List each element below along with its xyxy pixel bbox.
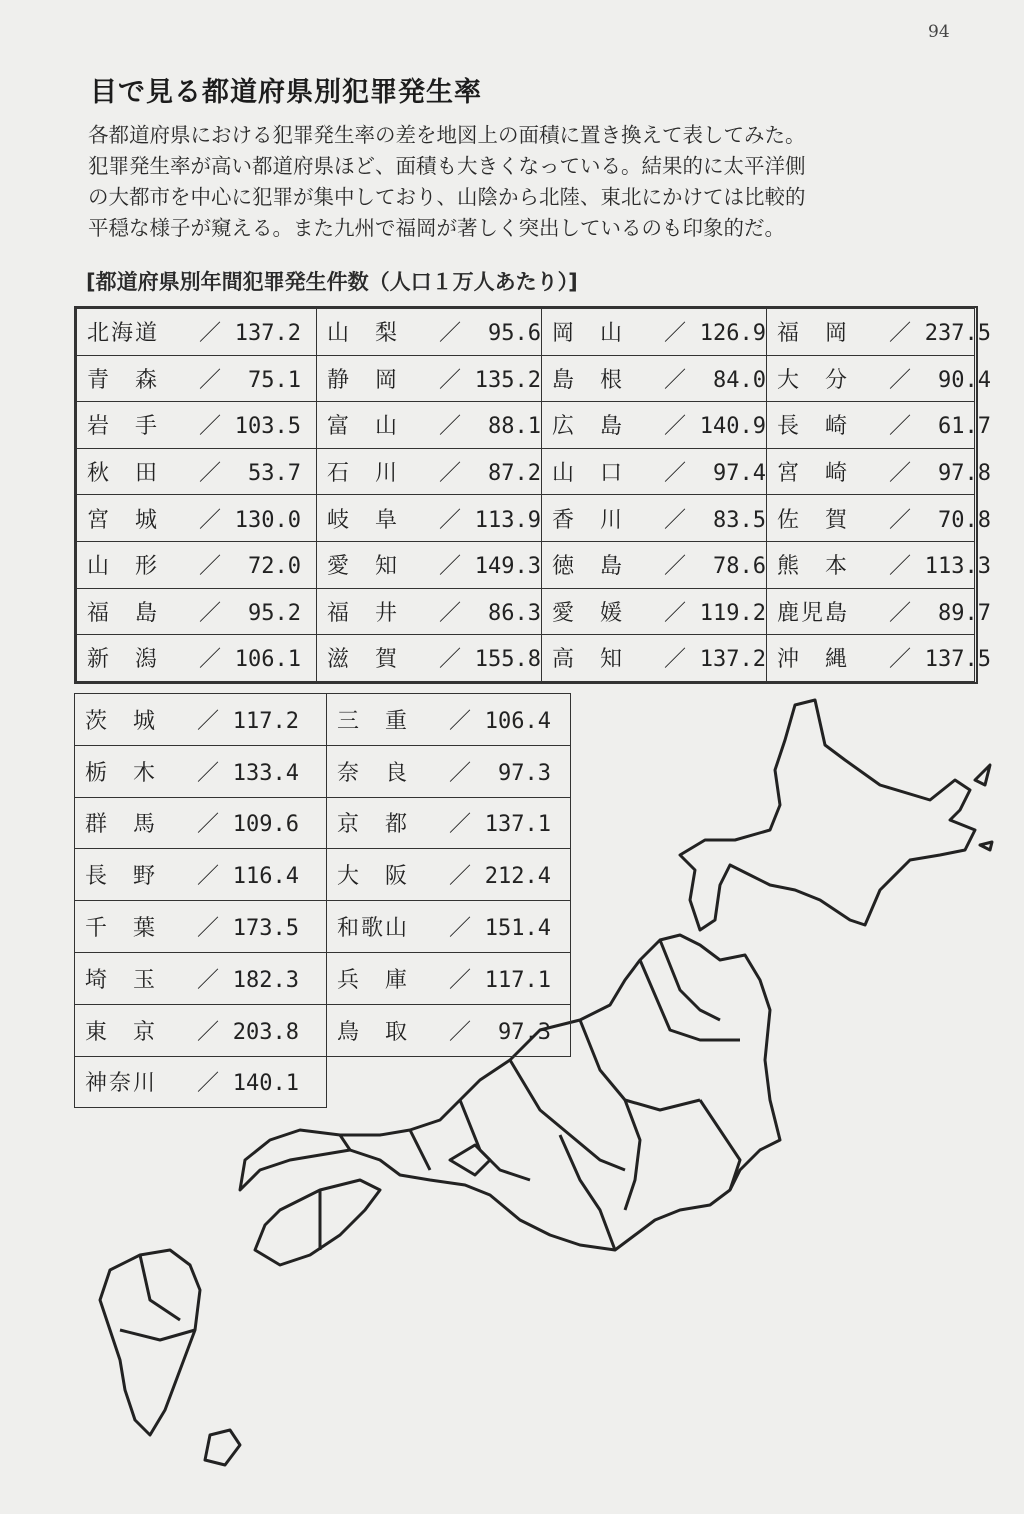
crime-rate-value: 106.4 bbox=[484, 708, 551, 734]
crime-rate-value: 70.8 bbox=[938, 507, 991, 533]
prefecture-name: 滋 賀 bbox=[327, 647, 400, 673]
separator: ／ bbox=[664, 461, 687, 487]
separator: ／ bbox=[449, 864, 472, 890]
prefecture-cell bbox=[767, 588, 991, 635]
prefecture-name: 青 森 bbox=[87, 367, 160, 393]
map-region bbox=[700, 1100, 740, 1190]
prefecture-cell bbox=[75, 797, 327, 849]
map-region bbox=[680, 700, 975, 930]
separator: ／ bbox=[664, 507, 687, 533]
prefecture-cell bbox=[75, 694, 327, 746]
prefecture-name: 長 崎 bbox=[777, 414, 850, 440]
prefecture-name: 岐 阜 bbox=[327, 507, 400, 533]
prefecture-name: 徳 島 bbox=[552, 554, 625, 580]
prefecture-name: 茨 城 bbox=[85, 708, 158, 734]
table-row bbox=[77, 402, 975, 449]
prefecture-cell bbox=[542, 541, 767, 588]
intro-line: 各都道府県における犯罪発生率の差を地図上の面積に置き換えて表してみた。 bbox=[88, 123, 806, 147]
table-row bbox=[75, 694, 571, 746]
prefecture-cell bbox=[77, 448, 317, 495]
prefecture-name: 神奈川 bbox=[85, 1071, 158, 1097]
prefecture-cell bbox=[767, 495, 991, 542]
crime-rate-value: 109.6 bbox=[232, 812, 299, 838]
crime-rate-value: 135.2 bbox=[474, 367, 541, 393]
crime-rate-value: 140.1 bbox=[232, 1071, 299, 1097]
separator: ／ bbox=[449, 708, 472, 734]
separator: ／ bbox=[197, 708, 220, 734]
crime-rate-value: 83.5 bbox=[713, 507, 766, 533]
crime-rate-value: 89.7 bbox=[938, 600, 991, 626]
map-region bbox=[205, 1430, 240, 1465]
separator: ／ bbox=[197, 812, 220, 838]
separator: ／ bbox=[199, 647, 222, 673]
crime-rate-value: 72.0 bbox=[248, 554, 301, 580]
prefecture-name: 福 岡 bbox=[777, 321, 850, 347]
crime-rate-value: 173.5 bbox=[232, 916, 299, 942]
prefecture-name: 福 井 bbox=[327, 600, 400, 626]
separator: ／ bbox=[199, 600, 222, 626]
separator: ／ bbox=[889, 554, 912, 580]
separator: ／ bbox=[664, 414, 687, 440]
crime-rate-value: 90.4 bbox=[938, 367, 991, 393]
table-row bbox=[75, 952, 571, 1004]
crime-rate-value: 133.4 bbox=[232, 760, 299, 786]
prefecture-cell bbox=[317, 309, 542, 356]
prefecture-name: 山 形 bbox=[87, 554, 160, 580]
table-row bbox=[77, 448, 975, 495]
prefecture-name: 宮 崎 bbox=[777, 461, 850, 487]
prefecture-name: 京 都 bbox=[337, 812, 410, 838]
table-row bbox=[77, 635, 975, 682]
separator: ／ bbox=[197, 1071, 220, 1097]
prefecture-cell bbox=[542, 309, 767, 356]
prefecture-cell bbox=[317, 355, 542, 402]
table-row bbox=[75, 901, 571, 953]
separator: ／ bbox=[889, 600, 912, 626]
crime-rate-value: 212.4 bbox=[484, 864, 551, 890]
crime-rate-value: 149.3 bbox=[474, 554, 541, 580]
prefecture-cell bbox=[542, 588, 767, 635]
separator: ／ bbox=[197, 967, 220, 993]
intro-line: 犯罪発生率が高い都道府県ほど、面積も大きくなっている。結果的に太平洋側 bbox=[88, 154, 806, 178]
separator: ／ bbox=[197, 1019, 220, 1045]
prefecture-cell bbox=[542, 495, 767, 542]
prefecture-name: 大 分 bbox=[777, 367, 850, 393]
map-region bbox=[340, 1135, 350, 1150]
map-region bbox=[560, 1135, 615, 1250]
crime-rate-value: 155.8 bbox=[474, 647, 541, 673]
table-row bbox=[75, 745, 571, 797]
prefecture-cell bbox=[327, 694, 571, 746]
prefecture-cell bbox=[327, 849, 571, 901]
prefecture-name: 山 口 bbox=[552, 461, 625, 487]
prefecture-name: 群 馬 bbox=[85, 812, 158, 838]
separator: ／ bbox=[664, 647, 687, 673]
crime-rate-value: 103.5 bbox=[234, 414, 301, 440]
prefecture-cell bbox=[327, 952, 571, 1004]
empty-cell bbox=[327, 1056, 571, 1108]
crime-rate-value: 113.9 bbox=[474, 507, 541, 533]
crime-rate-value: 97.4 bbox=[713, 461, 766, 487]
map-region bbox=[625, 1100, 640, 1210]
crime-rate-value: 126.9 bbox=[699, 321, 766, 347]
crime-rate-value: 117.2 bbox=[232, 708, 299, 734]
crime-rate-value: 106.1 bbox=[234, 647, 301, 673]
map-region bbox=[100, 1250, 200, 1435]
separator: ／ bbox=[439, 367, 462, 393]
table-caption: [都道府県別年間犯罪発生件数（人口１万人あたり）] bbox=[86, 270, 578, 294]
prefecture-name: 三 重 bbox=[337, 708, 410, 734]
prefecture-cell bbox=[75, 849, 327, 901]
prefecture-cell bbox=[767, 635, 991, 682]
separator: ／ bbox=[664, 600, 687, 626]
separator: ／ bbox=[439, 647, 462, 673]
prefecture-cell bbox=[327, 1004, 571, 1056]
prefecture-name: 山 梨 bbox=[327, 321, 400, 347]
separator: ／ bbox=[889, 367, 912, 393]
table-row bbox=[77, 588, 975, 635]
prefecture-name: 千 葉 bbox=[85, 916, 158, 942]
crime-rate-value: 117.1 bbox=[484, 967, 551, 993]
map-region bbox=[120, 1330, 195, 1340]
separator: ／ bbox=[449, 812, 472, 838]
map-region bbox=[140, 1255, 180, 1320]
crime-rate-value: 95.2 bbox=[248, 600, 301, 626]
prefecture-name: 沖 縄 bbox=[777, 647, 850, 673]
prefecture-name: 愛 知 bbox=[327, 554, 400, 580]
prefecture-cell bbox=[75, 745, 327, 797]
crime-rate-value: 137.2 bbox=[699, 647, 766, 673]
crime-rate-value: 75.1 bbox=[248, 367, 301, 393]
separator: ／ bbox=[889, 507, 912, 533]
crime-rate-value: 203.8 bbox=[232, 1019, 299, 1045]
prefecture-cell bbox=[317, 448, 542, 495]
prefecture-name: 福 島 bbox=[87, 600, 160, 626]
table-row bbox=[77, 541, 975, 588]
separator: ／ bbox=[889, 414, 912, 440]
separator: ／ bbox=[439, 414, 462, 440]
intro-line: の大都市を中心に犯罪が集中しており、山陰から北陸、東北にかけては比較的 bbox=[88, 185, 806, 209]
separator: ／ bbox=[664, 367, 687, 393]
separator: ／ bbox=[199, 461, 222, 487]
crime-rate-value: 119.2 bbox=[699, 600, 766, 626]
prefecture-name: 鳥 取 bbox=[337, 1019, 410, 1045]
separator: ／ bbox=[199, 367, 222, 393]
crime-rate-value: 130.0 bbox=[234, 507, 301, 533]
prefecture-cell bbox=[77, 635, 317, 682]
crime-rate-grid bbox=[76, 308, 991, 682]
prefecture-cell bbox=[75, 1056, 327, 1108]
map-region bbox=[450, 1145, 490, 1175]
separator: ／ bbox=[197, 760, 220, 786]
separator: ／ bbox=[439, 600, 462, 626]
separator: ／ bbox=[199, 507, 222, 533]
crime-rate-value: 87.2 bbox=[488, 461, 541, 487]
separator: ／ bbox=[449, 760, 472, 786]
prefecture-cell bbox=[542, 448, 767, 495]
crime-rate-value: 84.0 bbox=[713, 367, 766, 393]
separator: ／ bbox=[664, 554, 687, 580]
prefecture-cell bbox=[317, 495, 542, 542]
table-row bbox=[75, 1004, 571, 1056]
table-row bbox=[75, 1056, 571, 1108]
prefecture-cell bbox=[77, 355, 317, 402]
crime-rate-value: 137.2 bbox=[234, 321, 301, 347]
separator: ／ bbox=[449, 1019, 472, 1045]
prefecture-name: 島 根 bbox=[552, 367, 625, 393]
crime-rate-value: 97.3 bbox=[498, 760, 551, 786]
table-row bbox=[75, 849, 571, 901]
separator: ／ bbox=[449, 967, 472, 993]
prefecture-cell bbox=[317, 635, 542, 682]
separator: ／ bbox=[199, 321, 222, 347]
prefecture-cell bbox=[77, 495, 317, 542]
prefecture-name: 岩 手 bbox=[87, 414, 160, 440]
prefecture-name: 岡 山 bbox=[552, 321, 625, 347]
prefecture-name: 宮 城 bbox=[87, 507, 160, 533]
crime-rate-value: 116.4 bbox=[232, 864, 299, 890]
page-number: 94 bbox=[928, 22, 950, 42]
prefecture-name: 大 阪 bbox=[337, 864, 410, 890]
prefecture-cell bbox=[317, 541, 542, 588]
table-row bbox=[75, 797, 571, 849]
prefecture-cell bbox=[767, 541, 991, 588]
prefecture-cell bbox=[542, 402, 767, 449]
separator: ／ bbox=[889, 321, 912, 347]
prefecture-cell bbox=[767, 355, 991, 402]
crime-rate-value: 137.1 bbox=[484, 812, 551, 838]
separator: ／ bbox=[439, 321, 462, 347]
separator: ／ bbox=[449, 916, 472, 942]
map-region bbox=[460, 1100, 530, 1180]
table-row bbox=[77, 309, 975, 356]
prefecture-name: 熊 本 bbox=[777, 554, 850, 580]
crime-rate-value: 95.6 bbox=[488, 321, 541, 347]
intro-line: 平穏な様子が窺える。また九州で福岡が著しく突出しているのも印象的だ。 bbox=[88, 216, 785, 240]
prefecture-cell bbox=[77, 588, 317, 635]
crime-rate-value: 53.7 bbox=[248, 461, 301, 487]
map-region bbox=[975, 765, 990, 785]
prefecture-cell bbox=[767, 309, 991, 356]
separator: ／ bbox=[439, 507, 462, 533]
prefecture-cell bbox=[327, 901, 571, 953]
separator: ／ bbox=[199, 414, 222, 440]
prefecture-name: 栃 木 bbox=[85, 760, 158, 786]
crime-rate-table-lower bbox=[74, 693, 571, 1108]
prefecture-name: 広 島 bbox=[552, 414, 625, 440]
table-row bbox=[77, 355, 975, 402]
prefecture-cell bbox=[75, 1004, 327, 1056]
prefecture-cell bbox=[317, 402, 542, 449]
map-region bbox=[980, 842, 992, 850]
map-region bbox=[410, 1130, 430, 1170]
table-row bbox=[77, 495, 975, 542]
prefecture-name: 北海道 bbox=[87, 321, 160, 347]
prefecture-cell bbox=[77, 541, 317, 588]
separator: ／ bbox=[889, 461, 912, 487]
crime-rate-value: 182.3 bbox=[232, 967, 299, 993]
crime-rate-value: 151.4 bbox=[484, 916, 551, 942]
crime-rate-value: 97.8 bbox=[938, 461, 991, 487]
crime-rate-value: 78.6 bbox=[713, 554, 766, 580]
crime-rate-value: 97.3 bbox=[498, 1019, 551, 1045]
prefecture-name: 静 岡 bbox=[327, 367, 400, 393]
prefecture-name: 秋 田 bbox=[87, 461, 160, 487]
separator: ／ bbox=[439, 461, 462, 487]
prefecture-cell bbox=[767, 402, 991, 449]
map-region bbox=[255, 1180, 380, 1265]
prefecture-cell bbox=[542, 355, 767, 402]
intro-paragraph bbox=[88, 120, 988, 244]
prefecture-cell bbox=[327, 745, 571, 797]
prefecture-cell bbox=[767, 448, 991, 495]
prefecture-cell bbox=[542, 635, 767, 682]
prefecture-name: 鹿児島 bbox=[777, 600, 850, 626]
prefecture-name: 長 野 bbox=[85, 864, 158, 890]
prefecture-name: 奈 良 bbox=[337, 760, 410, 786]
prefecture-name: 佐 賀 bbox=[777, 507, 850, 533]
prefecture-name: 和歌山 bbox=[337, 916, 410, 942]
crime-rate-table-upper bbox=[74, 306, 991, 684]
separator: ／ bbox=[199, 554, 222, 580]
prefecture-name: 東 京 bbox=[85, 1019, 158, 1045]
separator: ／ bbox=[197, 864, 220, 890]
prefecture-cell bbox=[75, 952, 327, 1004]
prefecture-name: 香 川 bbox=[552, 507, 625, 533]
prefecture-name: 富 山 bbox=[327, 414, 400, 440]
prefecture-name: 埼 玉 bbox=[85, 967, 158, 993]
prefecture-cell bbox=[77, 402, 317, 449]
prefecture-cell bbox=[75, 901, 327, 953]
prefecture-name: 新 潟 bbox=[87, 647, 160, 673]
prefecture-name: 兵 庫 bbox=[337, 967, 410, 993]
separator: ／ bbox=[197, 916, 220, 942]
crime-rate-value: 237.5 bbox=[924, 321, 991, 347]
prefecture-name: 愛 媛 bbox=[552, 600, 625, 626]
prefecture-name: 高 知 bbox=[552, 647, 625, 673]
separator: ／ bbox=[439, 554, 462, 580]
crime-rate-value: 86.3 bbox=[488, 600, 541, 626]
prefecture-cell bbox=[77, 309, 317, 356]
prefecture-name: 石 川 bbox=[327, 461, 400, 487]
separator: ／ bbox=[664, 321, 687, 347]
crime-rate-value: 137.5 bbox=[924, 647, 991, 673]
crime-rate-value: 113.3 bbox=[924, 554, 991, 580]
prefecture-cell bbox=[317, 588, 542, 635]
separator: ／ bbox=[889, 647, 912, 673]
crime-rate-value: 61.7 bbox=[938, 414, 991, 440]
crime-rate-value: 88.1 bbox=[488, 414, 541, 440]
crime-rate-value: 140.9 bbox=[699, 414, 766, 440]
page-title: 目で見る都道府県別犯罪発生率 bbox=[90, 77, 482, 108]
prefecture-cell bbox=[327, 797, 571, 849]
